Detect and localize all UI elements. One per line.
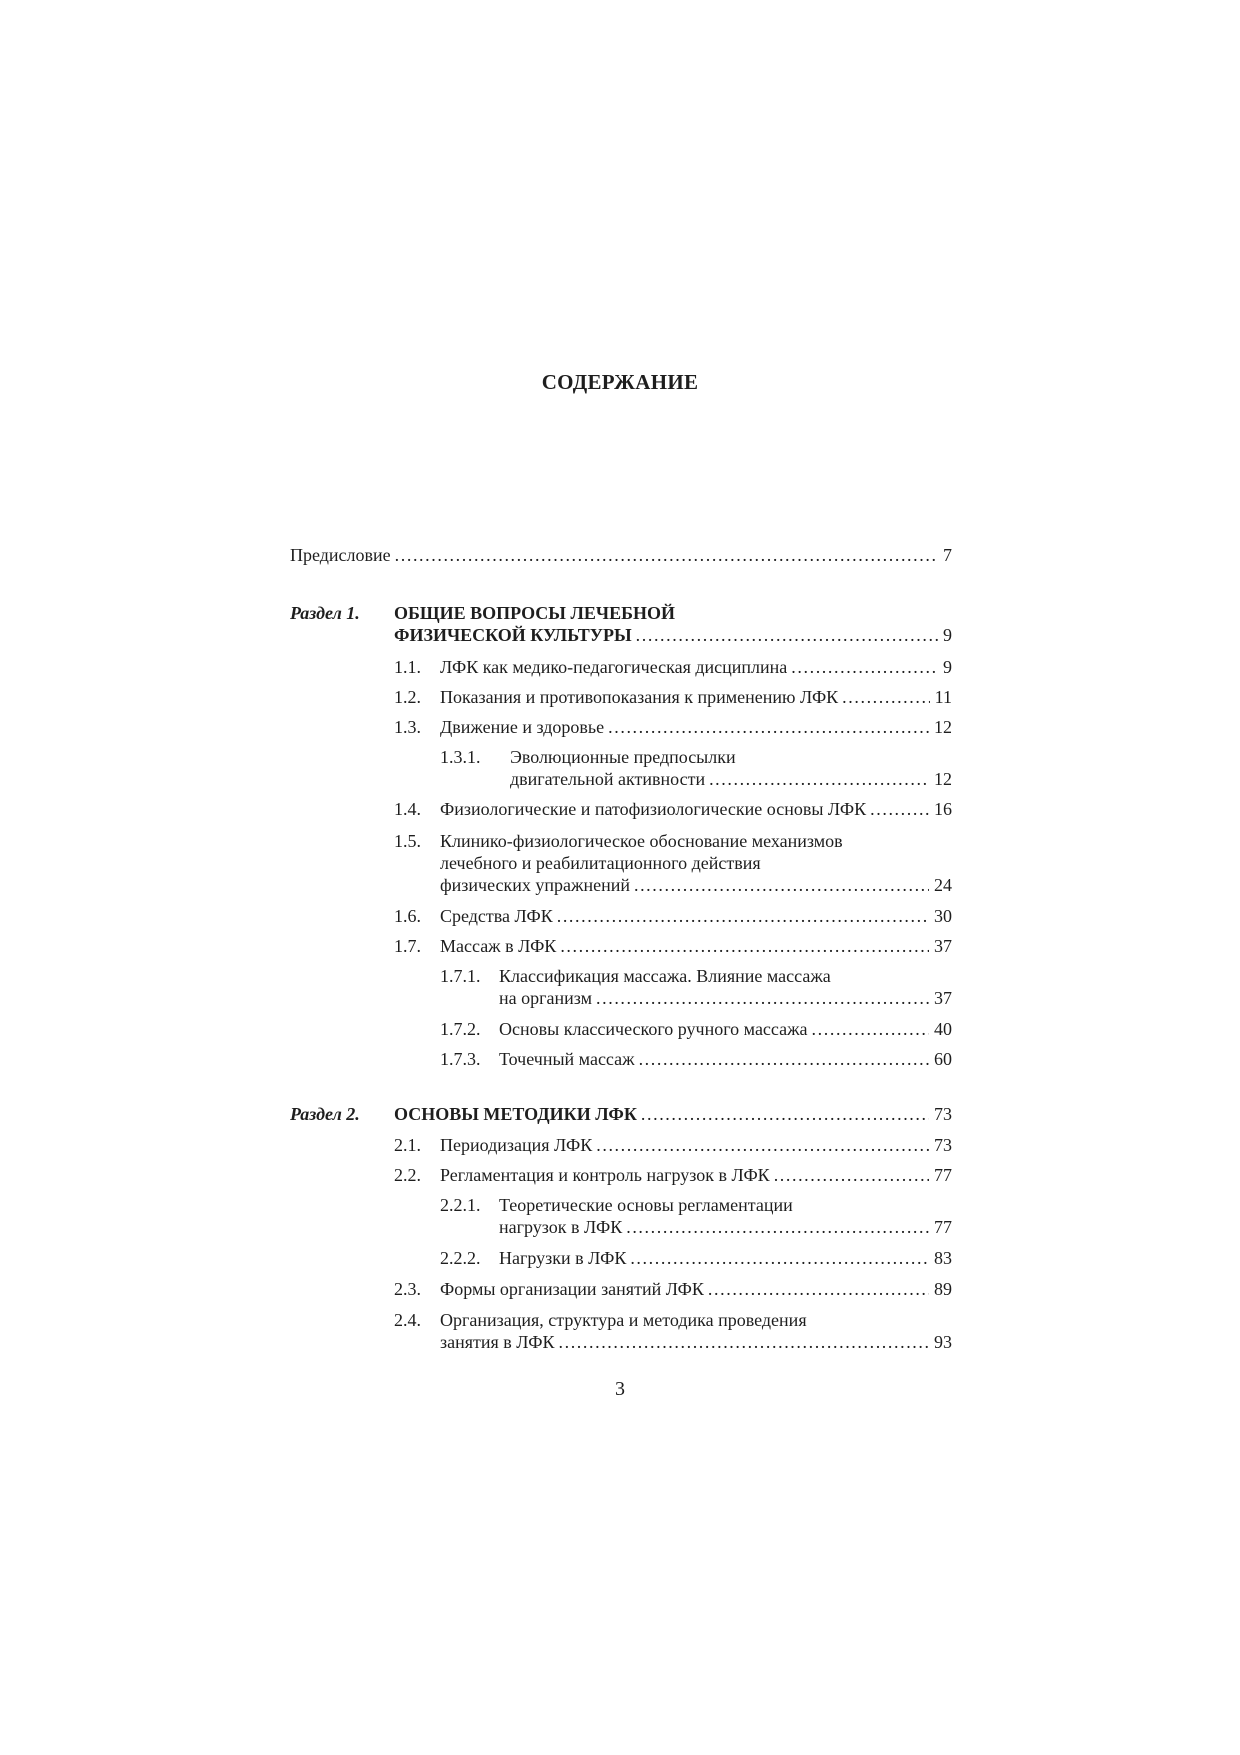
leader-dots bbox=[634, 874, 929, 896]
page-title: СОДЕРЖАНИЕ bbox=[541, 370, 699, 394]
section-1-heading-line2[interactable] bbox=[394, 624, 952, 646]
section-title-line: ФИЗИЧЕСКОЙ КУЛЬТУРЫ bbox=[394, 625, 632, 645]
leader-dots bbox=[559, 1331, 930, 1353]
leader-dots bbox=[709, 768, 929, 790]
page-number: 3 bbox=[615, 1378, 625, 1400]
toc-entry-page: 83 bbox=[934, 1248, 952, 1268]
toc-entry-1-3-1-cont[interactable] bbox=[510, 768, 952, 790]
toc-entry-page: 30 bbox=[934, 906, 952, 926]
section-title-line: ОБЩИЕ ВОПРОСЫ ЛЕЧЕБНОЙ bbox=[394, 603, 676, 623]
leader-dots bbox=[870, 798, 929, 820]
toc-entry-number: 1.3. bbox=[394, 717, 421, 737]
section-label: Раздел 1. bbox=[290, 603, 360, 623]
toc-entry-text: Нагрузки в ЛФК bbox=[499, 1248, 627, 1268]
toc-entry-text: Организация, структура и методика проведения bbox=[440, 1310, 807, 1330]
leader-dots bbox=[608, 716, 929, 738]
toc-entry-page: 11 bbox=[934, 687, 952, 707]
toc-entry-text: Массаж в ЛФК bbox=[440, 936, 557, 956]
toc-entry-page: 24 bbox=[934, 875, 952, 895]
toc-entry-text: Клинико-физиологическое обоснование механизмов bbox=[440, 831, 843, 851]
toc-entry-page: 89 bbox=[934, 1279, 952, 1299]
toc-entry-page: 7 bbox=[943, 545, 952, 565]
toc-entry-text: Предисловие bbox=[290, 545, 391, 565]
toc-entry-number: 2.4. bbox=[394, 1310, 421, 1330]
toc-entry-page: 16 bbox=[934, 799, 952, 819]
leader-dots bbox=[596, 987, 929, 1009]
leader-dots bbox=[842, 686, 929, 708]
toc-entry-2-4-cont[interactable] bbox=[440, 1331, 952, 1353]
toc-entry-text: ЛФК как медико-педагогическая дисциплина bbox=[440, 657, 788, 677]
toc-entry-text: на организм bbox=[499, 988, 593, 1008]
leader-dots bbox=[791, 656, 938, 678]
leader-dots bbox=[557, 905, 929, 927]
toc-entry-text: Средства ЛФК bbox=[440, 906, 553, 926]
toc-entry-page: 73 bbox=[934, 1135, 952, 1155]
toc-entry-text: Теоретические основы регламентации bbox=[499, 1195, 793, 1215]
toc-entry-text: лечебного и реабилитационного действия bbox=[440, 853, 761, 873]
toc-entry-preface[interactable] bbox=[290, 544, 952, 566]
leader-dots bbox=[639, 1048, 929, 1070]
toc-entry-page: 60 bbox=[934, 1049, 952, 1069]
toc-entry-2-2-1-cont[interactable] bbox=[499, 1216, 952, 1238]
leader-dots bbox=[626, 1216, 929, 1238]
toc-entry-text: Классификация массажа. Влияние массажа bbox=[499, 966, 831, 986]
leader-dots bbox=[774, 1164, 929, 1186]
toc-entry-number: 1.7.3. bbox=[440, 1049, 481, 1069]
toc-entry-number: 1.2. bbox=[394, 687, 421, 707]
toc-entry-number: 1.1. bbox=[394, 657, 421, 677]
toc-entry-number: 2.1. bbox=[394, 1135, 421, 1155]
toc-entry-number: 1.5. bbox=[394, 831, 421, 851]
toc-entry-page: 37 bbox=[934, 936, 952, 956]
leader-dots bbox=[636, 624, 938, 646]
toc-entry-text: Эволюционные предпосылки bbox=[510, 747, 736, 767]
leader-dots bbox=[560, 935, 929, 957]
leader-dots bbox=[641, 1103, 929, 1125]
toc-entry-number: 1.3.1. bbox=[440, 747, 481, 767]
toc-entry-text: двигательной активности bbox=[510, 769, 706, 789]
toc-entry-page: 37 bbox=[934, 988, 952, 1008]
toc-entry-text: занятия в ЛФК bbox=[440, 1332, 555, 1352]
leader-dots bbox=[630, 1247, 929, 1269]
leader-dots bbox=[596, 1134, 929, 1156]
toc-entry-1-5-cont2[interactable] bbox=[440, 874, 952, 896]
toc-entry-page: 12 bbox=[934, 717, 952, 737]
toc-entry-text: Периодизация ЛФК bbox=[440, 1135, 593, 1155]
toc-entry-page: 12 bbox=[934, 769, 952, 789]
toc-entry-text: физических упражнений bbox=[440, 875, 630, 895]
section-title-line: ОСНОВЫ МЕТОДИКИ ЛФК bbox=[394, 1104, 637, 1124]
toc-entry-page: 93 bbox=[934, 1332, 952, 1352]
toc-entry-number: 1.7.1. bbox=[440, 966, 481, 986]
toc-entry-page: 9 bbox=[943, 625, 952, 645]
leader-dots bbox=[812, 1018, 929, 1040]
toc-entry-text: нагрузок в ЛФК bbox=[499, 1217, 623, 1237]
toc-entry-number: 1.7.2. bbox=[440, 1019, 481, 1039]
leader-dots bbox=[395, 544, 938, 566]
toc-entry-text: Регламентация и контроль нагрузок в ЛФК bbox=[440, 1165, 770, 1185]
toc-entry-page: 9 bbox=[943, 657, 952, 677]
toc-entry-number: 1.4. bbox=[394, 799, 421, 819]
toc-entry-text: Физиологические и патофизиологические основы ЛФК bbox=[440, 799, 867, 819]
toc-entry-number: 2.2.1. bbox=[440, 1195, 481, 1215]
toc-entry-1-7-1-cont[interactable] bbox=[499, 987, 952, 1009]
toc-entry-number: 2.2.2. bbox=[440, 1248, 481, 1268]
toc-entry-text: Основы классического ручного массажа bbox=[499, 1019, 808, 1039]
toc-entry-number: 2.2. bbox=[394, 1165, 421, 1185]
toc-entry-page: 73 bbox=[934, 1104, 952, 1124]
section-label: Раздел 2. bbox=[290, 1104, 360, 1124]
toc-entry-number: 1.7. bbox=[394, 936, 421, 956]
toc-entry-text: Формы организации занятий ЛФК bbox=[440, 1279, 704, 1299]
toc-entry-text: Показания и противопоказания к применению ЛФК bbox=[440, 687, 839, 707]
toc-entry-text: Движение и здоровье bbox=[440, 717, 605, 737]
toc-entry-page: 40 bbox=[934, 1019, 952, 1039]
toc-entry-page: 77 bbox=[934, 1165, 952, 1185]
toc-entry-number: 2.3. bbox=[394, 1279, 421, 1299]
toc-entry-number: 1.6. bbox=[394, 906, 421, 926]
toc-entry-text: Точечный массаж bbox=[499, 1049, 635, 1069]
leader-dots bbox=[708, 1278, 929, 1300]
toc-entry-page: 77 bbox=[934, 1217, 952, 1237]
